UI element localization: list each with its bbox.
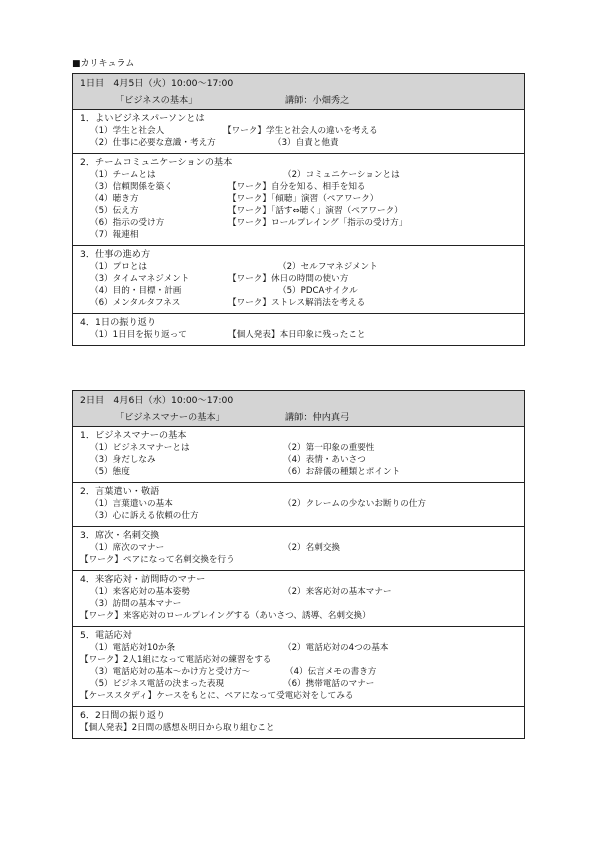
list-item: （1）1日目を振り返って 【個人発表】本日印象に残ったこと: [90, 330, 366, 340]
list-item: （1）プロとは （2）セルフマネジメント: [90, 262, 378, 272]
list-item: （1）席次のマナー （2）名刺交換: [90, 543, 341, 553]
day1-section-2: [73, 154, 524, 246]
day2-section-3: [73, 527, 524, 571]
work-item: 【個人発表】2日間の感想＆明日から取り組むこと: [80, 723, 275, 733]
day2-lecturer: 講師：仲内真弓: [285, 412, 350, 423]
case-study-item: 【ケーススタディ】ケースをもとに、ペアになって受電応対をしてみる: [80, 691, 354, 701]
section-title: 1．ビジネスマナーの基本: [80, 430, 187, 441]
list-item: （5）態度 （6）お辞儀の種類とポイント: [90, 467, 401, 477]
list-item: （4）聴き方 【ワーク】「傾聴」演習（ペアワーク）: [90, 194, 379, 204]
list-item: （3）訪問の基本マナー: [90, 599, 182, 609]
list-item: （4）目的・目標・計画 （5）PDCAサイクル: [90, 286, 358, 296]
section-title: 2．チームコミュニケーションの基本: [80, 157, 233, 168]
section-title: 3．席次・名刺交換: [80, 530, 160, 541]
work-item: 【ワーク】2人1組になって電話応対の練習をする: [80, 655, 272, 665]
list-item: （6）メンタルタフネス 【ワーク】ストレス解消法を考える: [90, 298, 366, 308]
day1-lecturer: 講師：小畑秀之: [285, 95, 350, 106]
list-item: （2）仕事に必要な意識・考え方 （3）自責と他責: [90, 138, 339, 148]
section-title: 3．仕事の進め方: [80, 249, 151, 260]
document-title: ■カリキュラム: [72, 59, 135, 69]
day2-section-2: [73, 483, 524, 527]
list-item: （6）指示の受け方 【ワーク】ロールプレイング「指示の受け方」: [90, 218, 408, 228]
list-item: （1）チームとは （2）コミュニケーションとは: [90, 170, 400, 180]
day1-section-1: [73, 110, 524, 154]
list-item: （1）電話応対10か条 （2）電話応対の4つの基本: [90, 643, 389, 653]
section-title: 6．2日間の振り返り: [80, 710, 166, 721]
list-item: （1）学生と社会人 【ワーク】学生と社会人の違いを考える: [90, 126, 378, 136]
day1-header: [73, 74, 524, 110]
section-title: 5．電話応対: [80, 630, 132, 641]
list-item: （1）ビジネスマナーとは （2）第一印象の重要性: [90, 443, 375, 453]
section-title: 4．1日の振り返り: [80, 317, 157, 328]
day1-section-3: [73, 246, 524, 314]
day2-section-5: [73, 627, 524, 707]
list-item: （3）身だしなみ （4）表情・あいさつ: [90, 455, 366, 465]
list-item: （3）信頼関係を築く 【ワーク】自分を知る、相手を知る: [90, 182, 366, 192]
work-item: 【ワーク】来客応対のロールプレイングする（あいさつ、誘導、名刺交換）: [80, 611, 371, 621]
section-title: 1．よいビジネスパーソンとは: [80, 113, 205, 124]
list-item: （3）心に訴える依頼の仕方: [90, 511, 199, 521]
list-item: （5）ビジネス電話の決まった表現 （6）携帯電話のマナー: [90, 679, 375, 689]
day1-section-4: [73, 314, 524, 345]
day2-header: [73, 391, 524, 427]
day2-section-4: [73, 571, 524, 627]
list-item: （7）報連相: [90, 230, 139, 240]
section-title: 2．言葉遣い・敬語: [80, 486, 160, 497]
section-title: 4．来客応対・訪問時のマナー: [80, 574, 206, 585]
day2-date: 2日目 4月6日（水）10:00〜17:00: [80, 395, 234, 406]
day2-course-title: 「ビジネスマナーの基本」: [115, 412, 225, 423]
day2-section-1: [73, 427, 524, 483]
list-item: （5）伝え方 【ワーク】「話す⇔聴く」演習（ペアワーク）: [90, 206, 403, 216]
list-item: （1）言葉遣いの基本 （2）クレームの少ないお断りの仕方: [90, 499, 426, 509]
list-item: （3）タイムマネジメント 【ワーク】休日の時間の使い方: [90, 274, 349, 284]
day2-section-6: [73, 707, 524, 738]
day1-block: [72, 73, 525, 346]
work-item: 【ワーク】ペアになって名刺交換を行う: [80, 555, 235, 565]
list-item: （3）電話応対の基本〜かけ方と受け方〜 （4）伝言メモの書き方: [90, 667, 377, 677]
day1-date: 1日目 4月5日（火）10:00〜17:00: [80, 78, 234, 89]
list-item: （1）来客応対の基本姿勢 （2）来客応対の基本マナー: [90, 587, 392, 597]
day2-block: [72, 390, 525, 739]
day1-course-title: 「ビジネスの基本」: [115, 95, 198, 106]
